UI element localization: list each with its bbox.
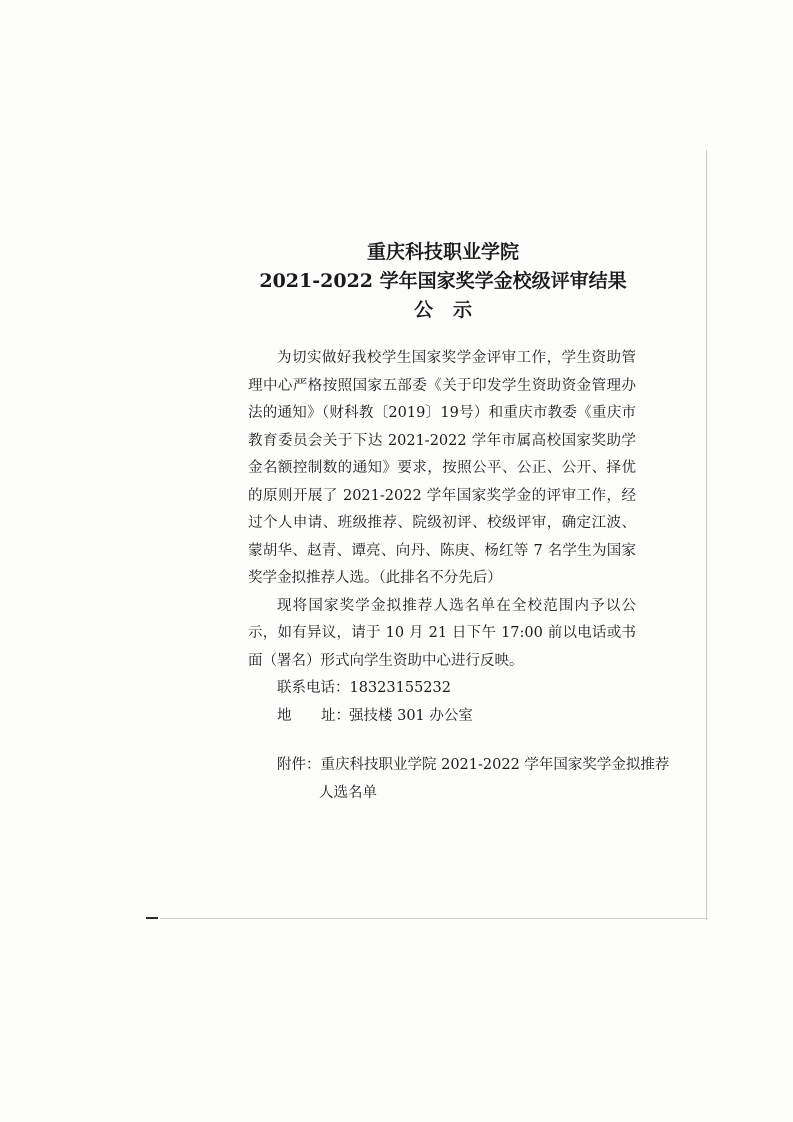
document-title: [200, 238, 686, 325]
address-label-second: 址：: [321, 707, 350, 724]
address-label-first: 地: [277, 707, 292, 724]
document-body: [248, 345, 670, 807]
title-institution: 重庆科技职业学院: [366, 241, 519, 263]
attachment: [248, 752, 670, 807]
address-value: 强技楼 301 办公室: [349, 707, 473, 724]
contact-address-line: [248, 703, 636, 731]
contact-phone-line: [248, 675, 636, 703]
paragraph-notice: 现将国家奖学金拟推荐人选名单在全校范围内予以公示，如有异议，请于 10 月 21 日下午 17:00 前以电话或书面（署名）形式向学生资助中心进行反映。: [248, 597, 636, 669]
phone-label: 联系电话：: [277, 680, 350, 696]
attachment-line-1: 附件：重庆科技职业学院 2021-2022 学年国家奖学金拟推荐: [277, 757, 670, 773]
paper-bottom-edge: [160, 918, 708, 919]
address-label: [277, 703, 349, 731]
phone-number: 18323155232: [349, 680, 451, 696]
title-subject: 2021-2022 学年国家奖学金校级评审结果: [259, 270, 627, 292]
scan-mark: [146, 917, 158, 919]
paragraph-evaluation: 为切实做好我校学生国家奖学金评审工作，学生资助管理中心严格按照国家五部委《关于印发学生资助资金管理办法的通知》（财科教〔2019〕19号）和重庆市教委《重庆市教育委员会关于下达 2021-2022 学年市属高校国家奖助学金名额控制数的通知》要求，按照公平、公正、公开、择优的原则开展了 2021-2022 学年国家奖学金的评审工作，经过个人申请、班级推荐、院级初评、校级评审，确定江波、蒙胡华、赵青、谭亮、向丹、陈庚、杨红等 7 名学生为国家奖学金拟推荐人选。（此排名不分先后）: [248, 350, 636, 586]
attachment-line-2: 人选名单: [319, 784, 377, 801]
paper-right-edge: [706, 150, 707, 920]
title-announcement: 公示: [413, 299, 492, 321]
